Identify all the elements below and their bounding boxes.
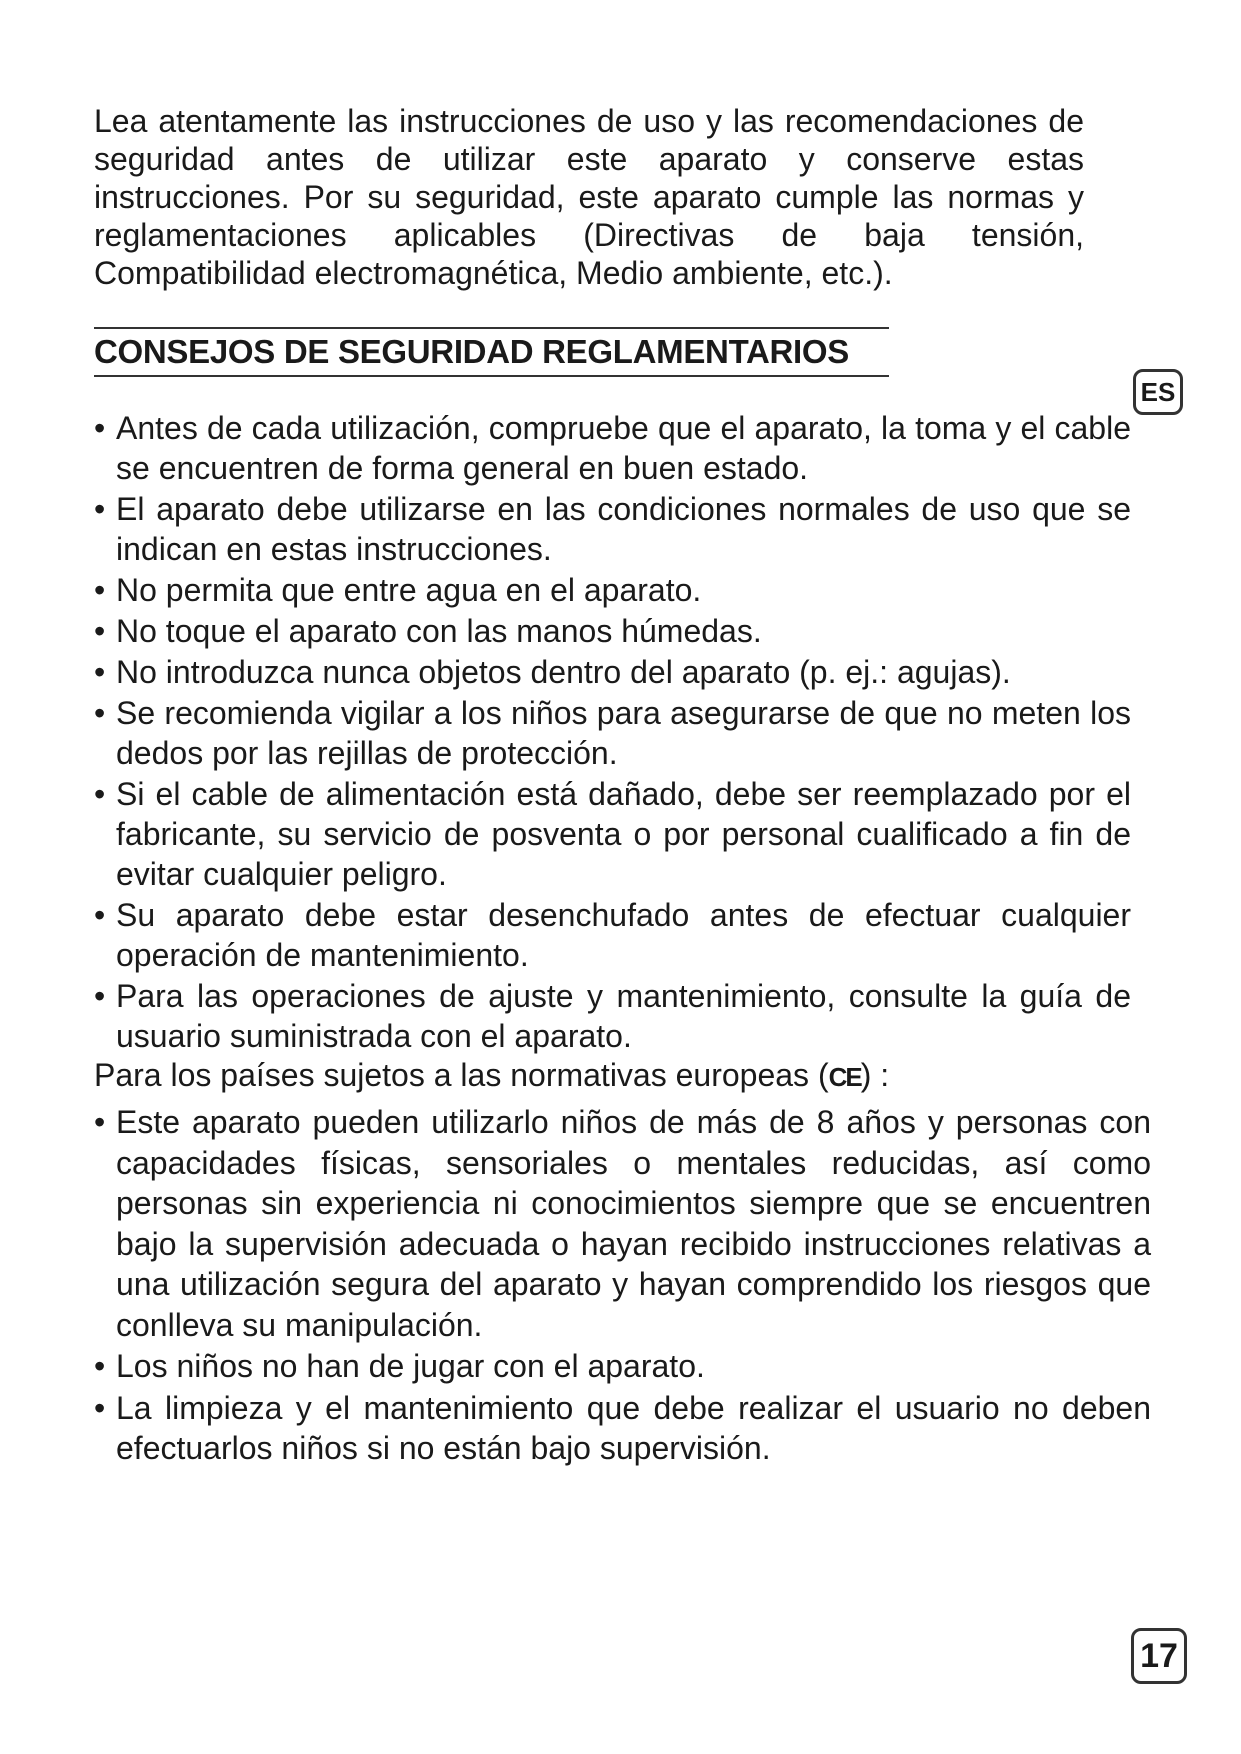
eu-regulation-line xyxy=(94,1055,1134,1097)
safety-item-4: • No toque el aparato con las manos húmedas. xyxy=(94,611,1131,651)
eu-line-suffix: ) : xyxy=(860,1057,890,1093)
safety-item-5: • No introduzca nunca objetos dentro del aparato (p. ej.: agujas). xyxy=(94,652,1131,692)
eu-item-1: • Este aparato pueden utilizarlo niños de más de 8 años y personas con capacidades físicas, sensoriales o mentales reducidas, así como personas sin experiencia ni conocimientos siempre que se encuentren bajo la supervisión adecuada o hayan recibido instrucciones relativas a una utilización segura del aparato y hayan comprendido los riesgos que conlleva su manipulación. xyxy=(94,1102,1151,1345)
safety-item-9: • Para las operaciones de ajuste y mantenimiento, consulte la guía de usuario suministrada con el aparato. xyxy=(94,976,1131,1056)
safety-item-7: • Si el cable de alimentación está dañado, debe ser reemplazado por el fabricante, su servicio de posventa o por personal cualificado a fin de evitar cualquier peligro. xyxy=(94,774,1131,894)
safety-list xyxy=(94,408,1134,1057)
safety-item-8: • Su aparato debe estar desenchufado antes de efectuar cualquier operación de mantenimiento. xyxy=(94,895,1131,975)
eu-line-prefix: Para los países sujetos a las normativas europeas ( xyxy=(94,1057,829,1093)
safety-item-6: • Se recomienda vigilar a los niños para asegurarse de que no meten los dedos por las rejillas de protección. xyxy=(94,693,1131,773)
safety-item-2: • El aparato debe utilizarse en las condiciones normales de uso que se indican en estas instrucciones. xyxy=(94,489,1131,569)
safety-item-1: • Antes de cada utilización, compruebe que el aparato, la toma y el cable se encuentren de forma general en buen estado. xyxy=(94,408,1131,488)
section-title: CONSEJOS DE SEGURIDAD REGLAMENTARIOS xyxy=(94,327,889,377)
language-badge: ES xyxy=(1133,369,1183,415)
intro-paragraph: Lea atentamente las instrucciones de uso y las recomendaciones de seguridad antes de utilizar este aparato y conserve estas instrucciones. Por su seguridad, este aparato cumple las normas y reglamentaciones aplicables (Directivas de baja tensión, Compatibilidad electromagnética, Medio ambiente, etc.). xyxy=(94,103,1084,291)
ce-mark-icon: CE xyxy=(828,1062,861,1092)
eu-item-3: • La limpieza y el mantenimiento que debe realizar el usuario no deben efectuarlos niños si no están bajo supervisión. xyxy=(94,1388,1151,1469)
eu-safety-list xyxy=(94,1102,1151,1470)
eu-item-2: • Los niños no han de jugar con el aparato. xyxy=(94,1346,1151,1387)
page-number: 17 xyxy=(1131,1628,1187,1684)
safety-item-3: • No permita que entre agua en el aparato. xyxy=(94,570,1131,610)
